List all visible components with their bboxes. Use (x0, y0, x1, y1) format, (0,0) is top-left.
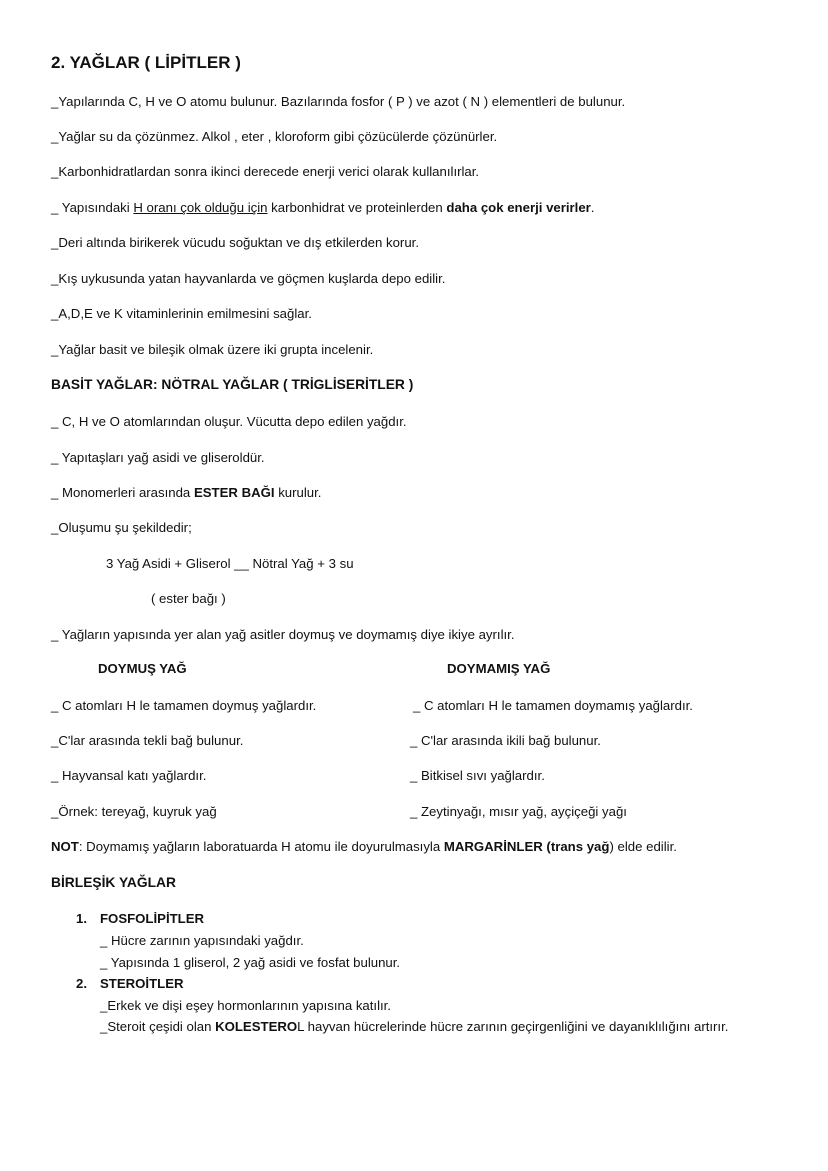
energy-bold: daha çok enerji verirler (446, 200, 591, 215)
energy-underlined: H oranı çok olduğu için (133, 200, 268, 215)
saturated-heading: DOYMUŞ YAĞ (98, 661, 187, 676)
phospholipids-line-2: _ Yapısında 1 gliserol, 2 yağ asidi ve fosfat bulunur. (100, 955, 401, 970)
steroids-line-2-prefix: _Steroit çeşidi olan (100, 1019, 216, 1034)
basit-line-3-prefix: _ Monomerleri arasında (51, 485, 194, 500)
page-title: 2. YAĞLAR ( LİPİTLER ) (51, 53, 241, 72)
note-text-1: : Doymamış yağların laboratuarda H atomu ile doyurulmasıyla (78, 839, 444, 854)
steroids-title: STEROİTLER (100, 976, 184, 991)
steroids-line-2-suffix: L hayvan hücrelerinde hücre zarının geçirgenliğini ve dayanıklılığını artırır. (297, 1019, 729, 1034)
list-item-phospholipids (76, 910, 204, 927)
reaction-equation: 3 Yağ Asidi + Gliserol __ Nötral Yağ + 3 su (106, 556, 354, 571)
list-number: 2. (76, 976, 87, 991)
ester-bond-label: ESTER BAĞI (193, 485, 275, 500)
intro-line-1: _Yapılarında C, H ve O atomu bulunur. Bazılarında fosfor ( P ) ve azot ( N ) elementleri de bulunur. (51, 94, 626, 109)
note-label: NOT (51, 839, 79, 854)
basit-heading: BASİT YAĞLAR: NÖTRAL YAĞLAR ( TRİGLİSERİTLER ) (51, 377, 414, 392)
energy-middle: karbonhidrat ve proteinlerden (267, 200, 447, 215)
intro2-line-3: _A,D,E ve K vitaminlerinin emilmesini sağlar. (51, 306, 312, 321)
unsaturated-line-2: _ C'lar arasında ikili bağ bulunur. (410, 733, 601, 748)
bilesik-heading: BİRLEŞİK YAĞLAR (51, 875, 176, 890)
cholesterol-bold: KOLESTERO (215, 1019, 298, 1034)
energy-suffix: . (590, 200, 595, 215)
unsaturated-line-3: _ Bitkisel sıvı yağlardır. (410, 768, 545, 783)
note-text-2: ) elde edilir. (609, 839, 677, 854)
basit-line-3 (51, 484, 321, 501)
fatty-acid-split-line: _ Yağların yapısında yer alan yağ asitler doymuş ve doymamış diye ikiye ayrılır. (51, 627, 515, 642)
unsaturated-heading: DOYMAMIŞ YAĞ (447, 661, 551, 676)
note-bold: MARGARİNLER (trans yağ (443, 839, 610, 854)
ester-bond-note: ( ester bağı ) (151, 591, 226, 606)
basit-line-3-suffix: kurulur. (274, 485, 322, 500)
note-line (51, 838, 677, 855)
intro2-line-1: _Deri altında birikerek vücudu soğuktan ve dış etkilerden korur. (51, 235, 419, 250)
intro-line-3: _Karbonhidratlardan sonra ikinci derecede enerji verici olarak kullanılırlar. (51, 164, 480, 179)
phospholipids-line-1: _ Hücre zarının yapısındaki yağdır. (100, 933, 304, 948)
steroids-line-1: _Erkek ve dişi eşey hormonlarının yapısına katılır. (100, 998, 391, 1013)
saturated-line-1: _ C atomları H le tamamen doymuş yağlardır. (51, 698, 317, 713)
intro-line-2: _Yağlar su da çözünmez. Alkol , eter , kloroform gibi çözücülerde çözünürler. (51, 129, 498, 144)
unsaturated-line-1: _ C atomları H le tamamen doymamış yağlardır. (413, 698, 693, 713)
steroids-line-2 (100, 1018, 728, 1035)
saturated-line-2: _C'lar arasında tekli bağ bulunur. (51, 733, 244, 748)
basit-line-4: _Oluşumu şu şekildedir; (51, 520, 192, 535)
phospholipids-title: FOSFOLİPİTLER (100, 911, 205, 926)
energy-prefix: _ Yapısındaki (51, 200, 134, 215)
basit-line-2: _ Yapıtaşları yağ asidi ve gliseroldür. (51, 450, 265, 465)
intro2-line-2: _Kış uykusunda yatan hayvanlarda ve göçmen kuşlarda depo edilir. (51, 271, 446, 286)
saturated-line-3: _ Hayvansal katı yağlardır. (51, 768, 207, 783)
saturated-line-4: _Örnek: tereyağ, kuyruk yağ (51, 804, 217, 819)
intro2-line-4: _Yağlar basit ve bileşik olmak üzere iki grupta incelenir. (51, 342, 374, 357)
unsaturated-line-4: _ Zeytinyağı, mısır yağ, ayçiçeği yağı (410, 804, 627, 819)
list-number: 1. (76, 911, 87, 926)
list-item-steroids (76, 975, 184, 992)
basit-line-1: _ C, H ve O atomlarından oluşur. Vücutta depo edilen yağdır. (51, 414, 407, 429)
energy-line (51, 199, 594, 216)
